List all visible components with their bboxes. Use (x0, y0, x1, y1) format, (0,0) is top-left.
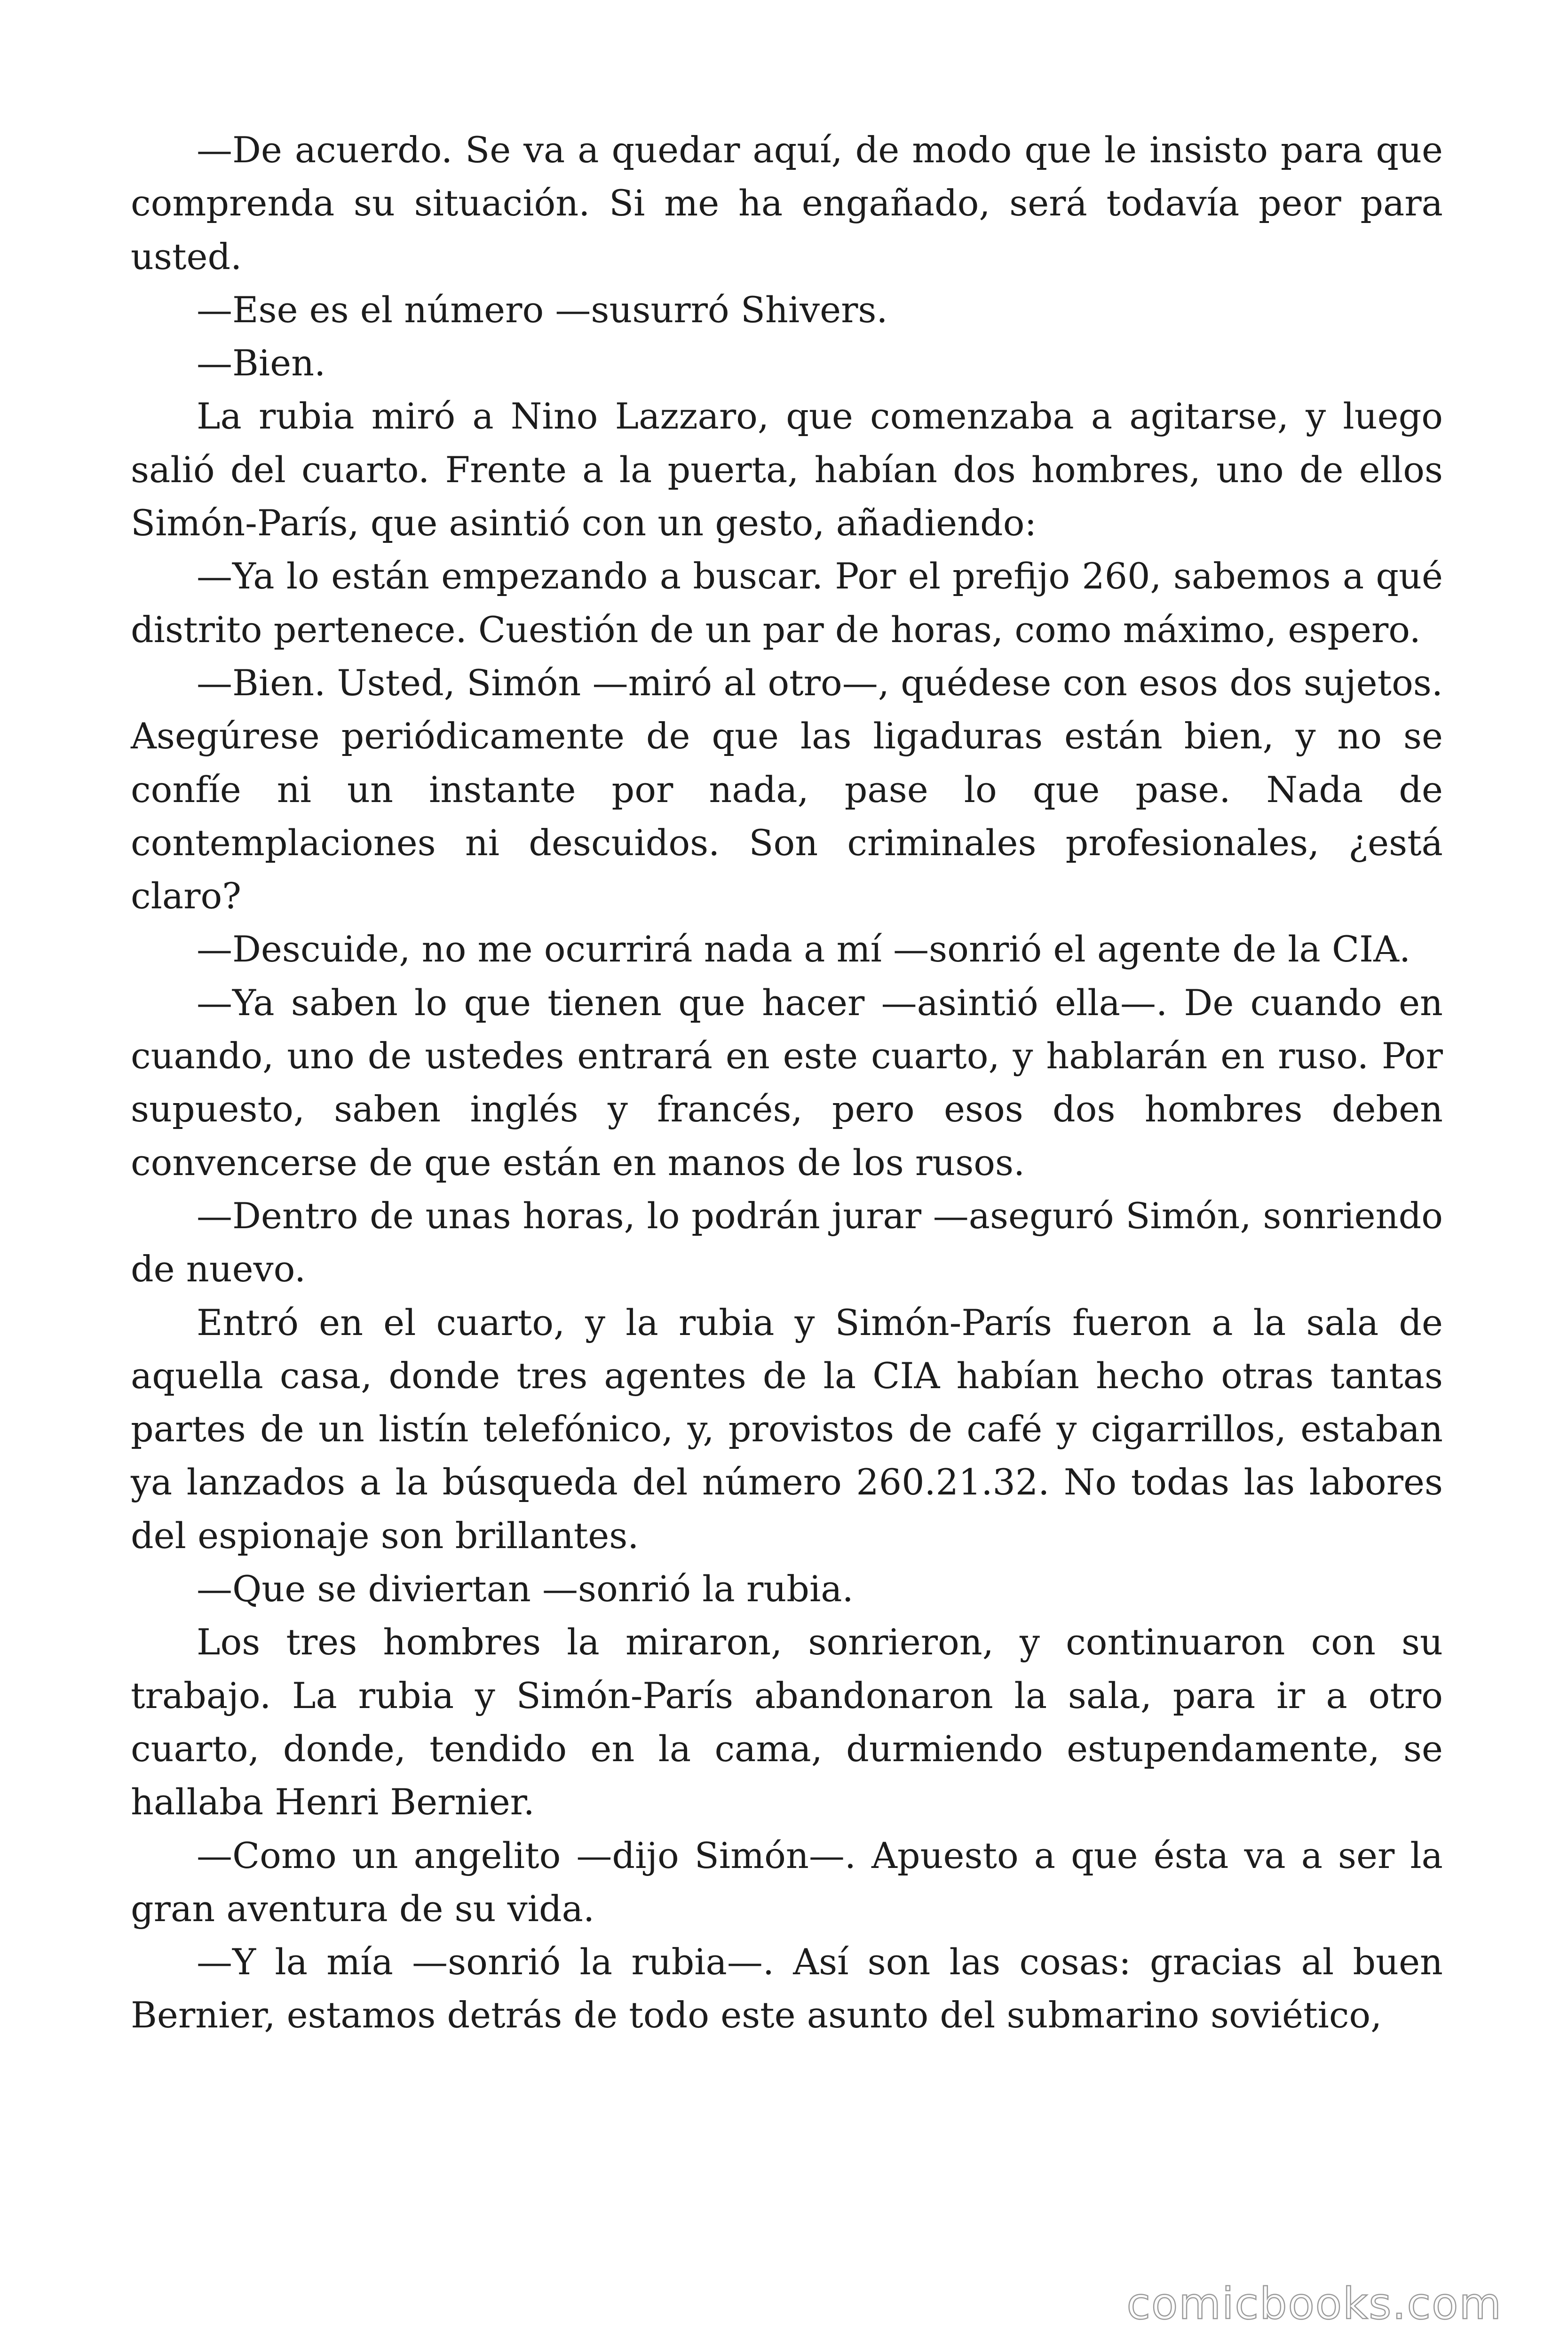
paragraph: —Bien. (197, 342, 326, 384)
paragraph: —Y la mía —sonrió la rubia—. Así son las cosas: gracias al buen Bernier, estamos detrás de todo este asunto del submarino soviético, (131, 1941, 1443, 2036)
paragraph: —Bien. Usted, Simón —miró al otro—, quédese con esos dos sujetos. Asegúrese periódicamente de que las ligaduras están bien, y no se confíe ni un instante por nada, pase lo que pase. Nada de contemplaciones ni descuidos. Son criminales profesionales, ¿está claro? (131, 661, 1443, 917)
paragraph: —Como un angelito —dijo Simón—. Apuesto a que ésta va a ser la gran aventura de su vida. (131, 1834, 1443, 1930)
paragraph: —Ya lo están empezando a buscar. Por el prefijo 260, sabemos a qué distrito pertenece. Cuestión de un par de horas, como máximo, espero. (131, 555, 1443, 651)
paragraph: La rubia miró a Nino Lazzaro, que comenzaba a agitarse, y luego salió del cuarto. Frente a la puerta, habían dos hombres, uno de ellos Simón-París, que asintió con un gesto, añadiendo: (131, 395, 1443, 544)
paragraph: —Ese es el número —susurró Shivers. (197, 288, 888, 331)
paragraph: —Descuide, no me ocurrirá nada a mí —sonrió el agente de la CIA. (197, 928, 1411, 970)
paragraph: —Dentro de unas horas, lo podrán jurar —aseguró Simón, sonriendo de nuevo. (131, 1194, 1443, 1290)
paragraph: Los tres hombres la miraron, sonrieron, y continuaron con su trabajo. La rubia y Simón-París abandonaron la sala, para ir a otro cuarto, donde, tendido en la cama, durmiendo estupendamente, se hallaba Henri Bernier. (131, 1621, 1443, 1823)
paragraph: Entró en el cuarto, y la rubia y Simón-París fueron a la sala de aquella casa, donde tres agentes de la CIA habían hecho otras tantas partes de un listín telefónico, y, provistos de café y cigarrillos, estaban ya lanzados a la búsqueda del número 260.21.32. No todas las labores del espionaje son brillantes. (131, 1301, 1443, 1557)
paragraph: —Que se diviertan —sonrió la rubia. (197, 1568, 854, 1610)
paragraph: —Ya saben lo que tienen que hacer —asintió ella—. De cuando en cuando, uno de ustedes entrará en este cuarto, y hablarán en ruso. Por supuesto, saben inglés y francés, pero esos dos hombres deben convencerse de que están en manos de los rusos. (131, 981, 1443, 1184)
watermark: comicbooks.com (1126, 2279, 1502, 2329)
page-text (131, 123, 1443, 2042)
paragraph: —De acuerdo. Se va a quedar aquí, de modo que le insisto para que comprenda su situación. Si me ha engañado, será todavía peor para usted. (131, 129, 1443, 278)
